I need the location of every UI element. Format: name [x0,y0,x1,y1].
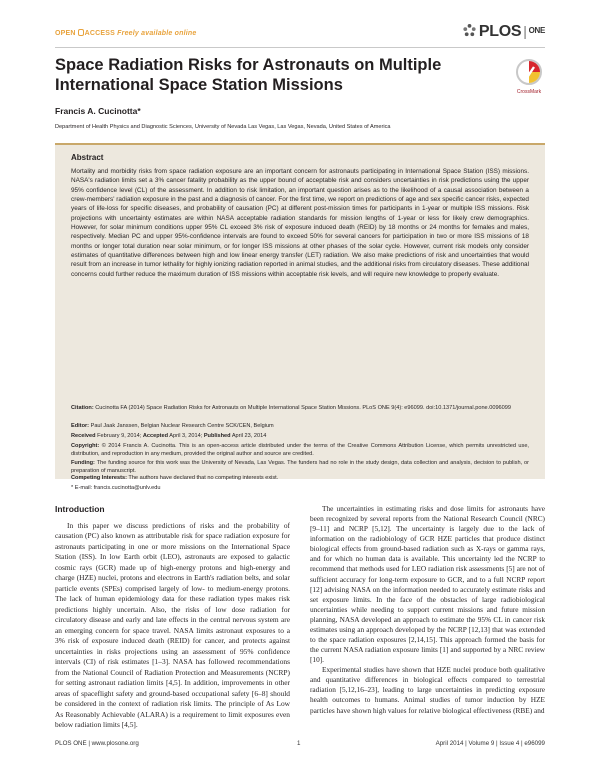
crossmark-badge[interactable] [512,58,546,95]
footer-journal[interactable]: PLOS ONE | www.plosone.org [55,740,139,747]
corresponding-email[interactable]: * E-mail: francis.cucinotta@unlv.edu [71,485,161,491]
freely-available-label: Freely available online [117,30,197,37]
author-name[interactable]: Francis A. Cucinotta* [55,106,141,116]
funding-line [71,459,529,475]
citation-line [71,404,529,412]
left-column [55,504,290,731]
editor-text: Paul Jaak Janssen, Belgian Nuclear Research Centre SCK/CEN, Belgium [90,423,274,429]
published-label: Published [203,433,231,439]
page-number: 1 [297,740,301,747]
received-date: February 9, 2014; [97,433,142,439]
citation-text: Cucinotta FA (2014) Space Radiation Risks for Astronauts on Multiple International Space Station Missions. PLoS ONE 9(4): e96099. doi:10.1371/journal.pone.0096099 [95,405,511,411]
plos-one-logo[interactable]: PLOS | ONE [462,23,545,41]
copyright-label: Copyright: [71,443,100,449]
access-label: ACCESS [84,30,116,37]
citation-label: Citation: [71,405,94,411]
one-wordmark: ONE [528,26,545,35]
crossmark-icon [515,58,543,88]
abstract-panel [55,143,545,479]
article-title: Space Radiation Risks for Astronauts on Multiple International Space Station Missions [55,56,442,94]
plos-wordmark: PLOS [478,23,522,40]
intro-paragraph-1: In this paper we discuss predictions of risks and the probability of causation (PC) also known as attributable risk for space radiation exposure for astronauts participating in one or more missions on the International Space Station (ISS). In low Earth orbit (LEO), astronauts are exposed to galactic cosmic rays (GCR) made up of high-energy protons and high-energy and charge (HZE) nuclei, protons and electrons in Earth's radiation belts, and solar particle events (SPEs) comprised largely of low- to medium-energy protons. The lack of human epidemiology data for these radiation types makes risk predictions highly uncertain. Also, the risks of low dose radiation for circulatory disease and early and late effects in the central nervous system are an emerging concern for space travel. NASA limits astronaut exposures to a 3% risk of exposure induced death (REID) for cancer, and protects against uncertainties in risks projections using an assessment of 95% confidence intervals (CI) of risk estimates [1–3]. NASA has followed recommendations from the National Council of Radiation Protection and Measurements (NCRP) for setting astronaut radiation limits [4,5]. In addition, improvements in other areas of spaceflight safety and ground-based occupational safety [6–8] should be considered in the context of radiation risk limits. The principle of As Low As Reasonably Achievable (ALARA) is a requirement to limit exposures even below radiation limits [4,5]. [55,520,290,729]
abstract-heading: Abstract [71,153,104,162]
header-divider [55,47,545,48]
introduction-heading: Introduction [55,504,105,514]
copyright-line [71,442,529,458]
open-access-badge[interactable] [55,29,196,37]
journal-header [55,23,545,45]
received-label: Received [71,433,96,439]
competing-label: Competing Interests: [71,475,127,481]
author-affiliation: Department of Health Physics and Diagnostic Sciences, University of Nevada Las Vegas, Las Vegas, Nevada, United States of America [55,124,391,130]
abstract-text: Mortality and morbidity risks from space radiation exposure are an important concern for astronauts participating in International Space Station (ISS) missions. NASA's radiation limits set a 3% cancer fatality probability as the upper bound of acceptable risk and considers uncertainties in risk predictions using the upper 95% confidence level (CL) of the assessment. In addition to risk limitation, an important question arises as to the likelihood of a causal association between a crew-members' radiation exposure in the past and a diagnosis of cancer. For the first time, we report on predictions of age and sex specific cancer risks, expected years of life-loss for specific diseases, and probability of causation (PC) at different post-mission times for participants in 1-year or multiple ISS missions. Risk projections with uncertainty estimates are within NASA acceptable radiation standards for mission lengths of 1-year or less for likely crew demographics. However, for solar minimum conditions upper 95% CL exceed 3% risk of exposure induced death (REID) by 18 months or 24 months for females and males, respectively. Median PC and upper 95%-confidence intervals are found to exceed 50% for several cancers for participation in two or more ISS missions of 18 months or longer total duration near solar minimum, or for longer ISS missions at other phases of the solar cycle. However, current risk models only consider estimates of quantitative differences between high and low linear energy transfer (LET) radiation. We also make predictions of risk and uncertainties that would result from an increase in tumor lethality for highly ionizing radiation reported in animal studies, and the additional risks from circulatory diseases. These additional concerns could further reduce the maximum duration of ISS missions within acceptable risk levels, and will require new knowledge to properly evaluate. [71,168,529,278]
competing-text: The authors have declared that no competing interests exist. [128,475,279,481]
editor-label: Editor: [71,423,90,429]
footer-issue: April 2014 | Volume 9 | Issue 4 | e96099 [435,740,545,747]
email-line[interactable] [71,484,529,492]
intro-paragraph-2: The uncertainties in estimating risks and dose limits for astronauts have been recognized by several reports from the National Research Council (NRC) [9–11] and NCRP [5,12]. The uncertainty is largely due to the lack of information on the radiobiology of GCR HZE particles that produce distinct biological effects from ground-based radiation such as X-rays or gamma rays, and for which no human data is available. This uncertainty led the NCRP to recommend that methods used for LEO radiation risk assessments [5] are not of sufficient accuracy for long-term exposure to GCR, and to a full NCRP report [12] advising NASA on the information needed to accurately estimate risks and set exposure limits. In the face of the obstacles of large radiobiological uncertainties while needing to support current missions and future mission planning, NASA developed an approach to estimate the 95% CL in cancer risk estimates using an approach developed by the NCRP [12,13] that was extended to the space radiation exposures [2,14,15]. This approach formed the basis for the current NASA radiation exposure limits [1] and supported by a NRC review [10]. [310,504,545,665]
competing-line [71,474,529,482]
open-lock-icon [78,29,84,36]
plos-logo-icon [462,23,477,38]
funding-text: The funding source for this work was the University of Nevada, Las Vegas. The funders had no role in the study design, data collection and analysis, decision to publish, or preparation of manuscript. [71,460,530,474]
right-column [310,504,545,716]
accepted-date: April 3, 2014; [169,433,203,439]
funding-label: Funding: [71,460,95,466]
crossmark-label: CrossMark [516,89,542,95]
intro-paragraph-3: Experimental studies have shown that HZE nuclei produce both qualitative and quantitative differences in biological effects compared to terrestrial radiation [5,12,16–23], leading to large uncertainties in predicting exposure health outcomes to humans. Animal studies of tumor induction by HZE particles have shown high values for relative biological effectiveness (RBE) and [310,665,545,715]
open-access-label: OPEN [55,30,76,37]
accepted-label: Accepted [142,433,169,439]
published-date: April 23, 2014 [231,433,267,439]
editor-line [71,422,529,430]
copyright-text: © 2014 Francis A. Cucinotta. This is an open-access article distributed under the terms of the Creative Commons Attribution License, which permits unrestricted use, distribution, and reproduction in any medium, provided the original author and source are credited. [71,443,529,457]
dates-line [71,432,529,440]
